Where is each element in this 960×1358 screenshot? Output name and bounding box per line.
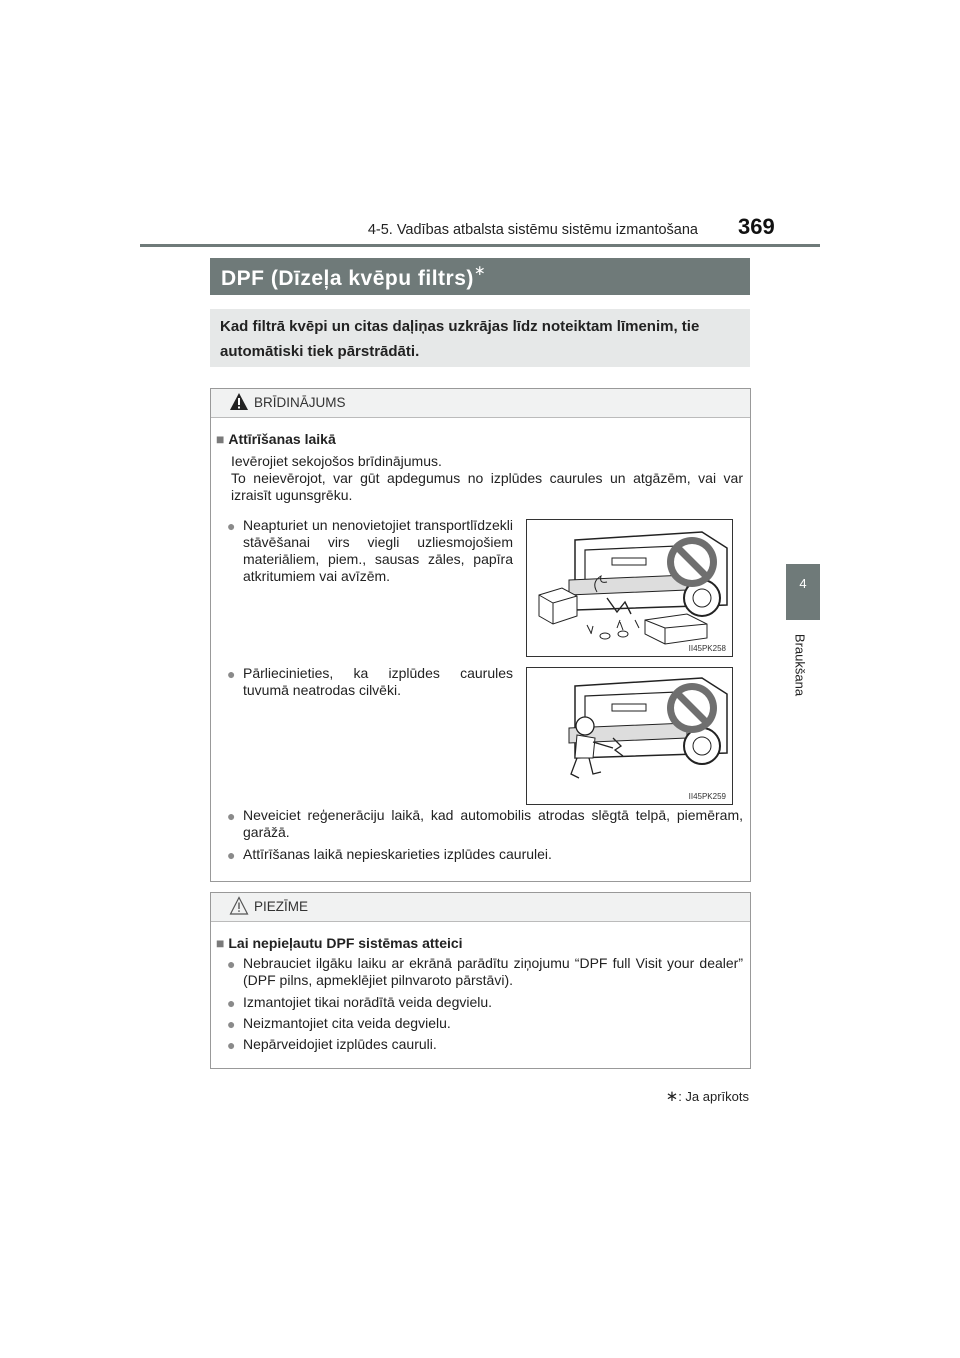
person-near-exhaust-illustration (526, 667, 733, 805)
image-code-1: II45PK258 (688, 644, 726, 653)
intro-box (210, 309, 750, 367)
chapter-tab: 4 (786, 564, 820, 620)
flammable-materials-illustration (526, 519, 733, 657)
warning-heading: Attīrīšanas laikā (228, 431, 336, 447)
warning-bullet-1: Neapturiet un nenovietojiet transportlīdzekli stāvēšanai virs viegli uzliesmojošiem materiāliem, piem., sausas zāles, papīra atkritumiem vai avīzēm. (243, 517, 513, 584)
note-bullet-1: Nebrauciet ilgāku laiku ar ekrānā parādītu ziņojumu “DPF full Visit your dealer” (DPF pilns, apmeklējiet pilnvaroto pārstāvi). (243, 955, 743, 988)
notice-triangle-icon (229, 896, 249, 916)
footnote-marker: ∗ (665, 1088, 679, 1105)
footnote (600, 1087, 749, 1105)
note-label: PIEZĪME (254, 899, 309, 914)
square-bullet-icon: ■ (216, 935, 225, 951)
note-heading-row (216, 935, 463, 952)
footnote-text: : Ja aprīkots (678, 1089, 749, 1104)
asterisk-marker: ∗ (473, 262, 487, 278)
note-bullet-4: Nepārveidojiet izplūdes cauruli. (243, 1036, 437, 1052)
warning-bullet-4: Attīrīšanas laikā nepieskarieties izplūdes caurulei. (243, 846, 552, 862)
dot-bullet-icon: ● (227, 956, 236, 972)
note-heading: Lai nepieļautu DPF sistēmas atteici (228, 935, 463, 951)
note-bullet-3: Neizmantojiet cita veida degvielu. (243, 1015, 451, 1031)
dot-bullet-icon: ● (227, 995, 236, 1011)
square-bullet-icon: ■ (216, 431, 225, 447)
chapter-label-text: Braukšana (792, 633, 808, 697)
dot-bullet-icon: ● (227, 1016, 236, 1032)
warning-triangle-icon (229, 392, 249, 412)
note-box (210, 892, 751, 1069)
header-rule (140, 244, 820, 247)
page-number: 369 (738, 214, 775, 239)
note-bullet-2: Izmantojiet tikai norādītā veida degvielu. (243, 994, 493, 1010)
dot-bullet-icon: ● (227, 518, 236, 534)
vehicle-over-grass-image (527, 520, 732, 656)
dot-bullet-icon: ● (227, 847, 236, 863)
warning-label: BRĪDINĀJUMS (254, 395, 346, 410)
dot-bullet-icon: ● (227, 1037, 236, 1053)
warning-bullet-2: Pārliecinieties, ka izplūdes caurules tuvumā neatrodas cilvēki. (243, 665, 513, 698)
warning-line-2: To neievērojot, var gūt apdegumus no izplūdes caurules un atgāzēm, vai var izraisīt ugunsgrēku. (231, 470, 743, 503)
page-title (221, 264, 486, 291)
dot-bullet-icon: ● (227, 808, 236, 824)
title-bar (210, 258, 750, 295)
section-title: 4-5. Vadības atbalsta sistēmu sistēmu izmantošana (367, 222, 698, 238)
dot-bullet-icon: ● (227, 666, 236, 682)
warning-heading-row (216, 431, 336, 448)
chapter-label (770, 630, 830, 700)
page-title-text: DPF (Dīzeļa kvēpu filtrs) (221, 267, 474, 290)
note-header (211, 893, 750, 922)
warning-box (210, 388, 751, 882)
warning-bullet-3: Neveiciet reģenerāciju laikā, kad automobilis atrodas slēgtā telpā, piemēram, garāžā. (243, 807, 743, 840)
person-near-exhaust-image (527, 668, 732, 804)
warning-header (211, 389, 750, 418)
intro-text: Kad filtrā kvēpi un citas daļiņas uzkrājas līdz noteiktam līmenim, tie automātiski tiek pārstrādāti. (220, 318, 700, 360)
warning-line-1: Ievērojiet sekojošos brīdinājumus. (231, 453, 442, 469)
image-code-2: II45PK259 (688, 792, 726, 801)
